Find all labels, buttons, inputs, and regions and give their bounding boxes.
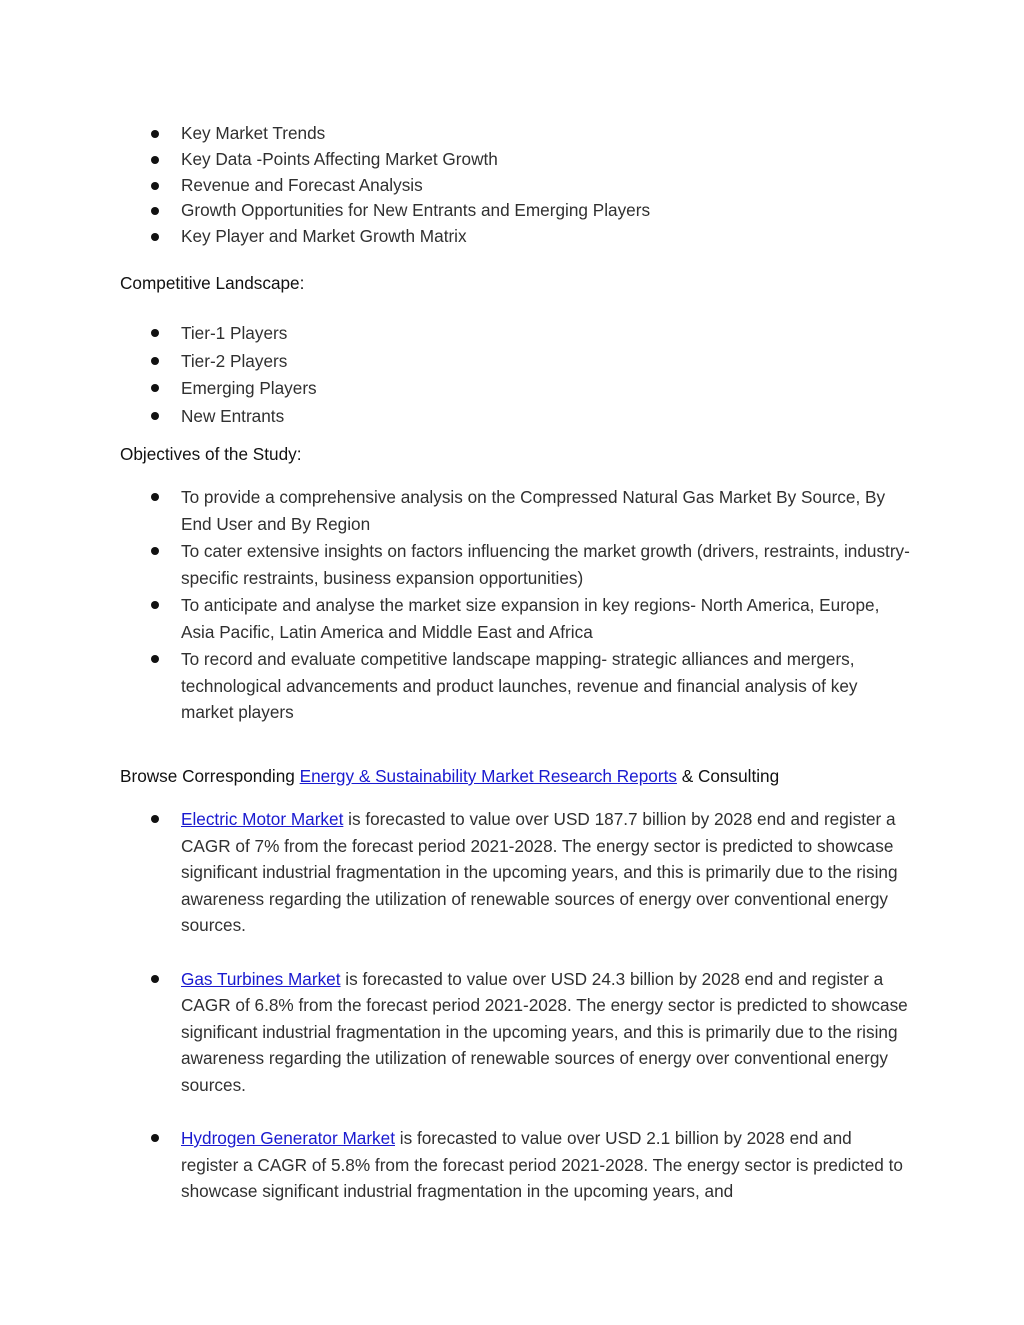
bullet-icon (151, 156, 159, 164)
browse-corresponding-line (120, 766, 779, 787)
list-item (150, 147, 910, 173)
list-item-text: Growth Opportunities for New Entrants and Emerging Players (181, 200, 651, 221)
list-item-text: Emerging Players (181, 378, 317, 398)
bullet-icon (151, 182, 159, 190)
list-item (150, 173, 910, 199)
bullet-icon (151, 130, 159, 138)
energy-sustainability-reports-link[interactable]: Energy & Sustainability Market Research Reports (299, 766, 677, 786)
list-item (150, 403, 910, 431)
bullet-icon (151, 357, 159, 365)
bullet-icon (151, 412, 159, 420)
list-item (150, 592, 910, 645)
list-item-text: To cater extensive insights on factors influencing the market growth (drivers, restraints, industry-specific restraints, business expansion opportunities) (181, 540, 910, 588)
electric-motor-market-link[interactable]: Electric Motor Market (181, 809, 344, 829)
bullet-icon (151, 384, 159, 392)
list-item-text: To record and evaluate competitive landscape mapping- strategic alliances and mergers, technological advancements and product launches, revenue and financial analysis of key market players (181, 648, 858, 723)
list-item (150, 375, 910, 403)
list-item (150, 320, 910, 348)
list-item (150, 538, 910, 591)
bullet-icon (151, 655, 159, 663)
list-item-text: Key Player and Market Growth Matrix (181, 226, 467, 247)
objectives-list (150, 484, 910, 727)
list-item (150, 198, 910, 224)
bullet-icon (151, 329, 159, 337)
market-description: is forecasted to value over USD 187.7 billion by 2028 end and register a CAGR of 7% from the forecast period 2021-2028. The energy sector is predicted to showcase significant industrial fragmentation in the upcoming years, and this is primarily due to the rising awareness regarding the utilization of renewable sources of energy over conventional energy sources. (181, 809, 898, 935)
list-item-text: Key Market Trends (181, 123, 326, 143)
list-item (150, 1125, 910, 1205)
list-item-text: To anticipate and analyse the market size expansion in key regions- North America, Europe, Asia Pacific, Latin America and Middle East and Africa (181, 594, 880, 642)
bullet-icon (151, 975, 159, 983)
list-item-text: Revenue and Forecast Analysis (181, 174, 423, 195)
list-item (150, 121, 910, 147)
bullet-icon (151, 547, 159, 555)
bullet-icon (151, 207, 159, 215)
browse-suffix: & Consulting (676, 766, 780, 786)
bullet-icon (151, 815, 159, 823)
competitive-landscape-list (150, 320, 910, 430)
bullet-icon (151, 601, 159, 609)
related-markets-list (150, 806, 910, 1232)
market-description: is forecasted to value over USD 2.1 billion by 2028 end and register a CAGR of 5.8% from the forecast period 2021-2028. The energy sector is predicted to showcase significant industrial fragmentation in the upcoming years, and (181, 1128, 903, 1201)
hydrogen-generator-market-link[interactable]: Hydrogen Generator Market (181, 1128, 395, 1148)
list-item (150, 484, 910, 537)
competitive-landscape-heading: Competitive Landscape: (120, 273, 305, 293)
list-item-text: New Entrants (181, 405, 285, 426)
list-item (150, 224, 910, 250)
objectives-heading: Objectives of the Study: (120, 444, 302, 464)
bullet-icon (151, 493, 159, 501)
list-item (150, 966, 910, 1099)
list-item-text: Tier-1 Players (181, 323, 288, 343)
list-item (150, 646, 910, 726)
bullet-icon (151, 1134, 159, 1142)
list-item-text: To provide a comprehensive analysis on the Compressed Natural Gas Market By Source, By End User and By Region (181, 487, 886, 534)
list-item (150, 348, 910, 376)
market-description: is forecasted to value over USD 24.3 billion by 2028 end and register a CAGR of 6.8% from the forecast period 2021-2028. The energy sector is predicted to showcase significant industrial fragmentation in the upcoming years, and this is primarily due to the rising awareness regarding the utilization of renewable sources of energy over conventional energy sources. (181, 968, 908, 1095)
gas-turbines-market-link[interactable]: Gas Turbines Market (181, 968, 341, 989)
list-item-text: Tier-2 Players (181, 350, 288, 371)
list-item-text: Key Data -Points Affecting Market Growth (181, 148, 498, 169)
key-features-list (150, 121, 910, 250)
bullet-icon (151, 233, 159, 241)
browse-prefix: Browse Corresponding (120, 766, 300, 786)
list-item (150, 806, 910, 939)
